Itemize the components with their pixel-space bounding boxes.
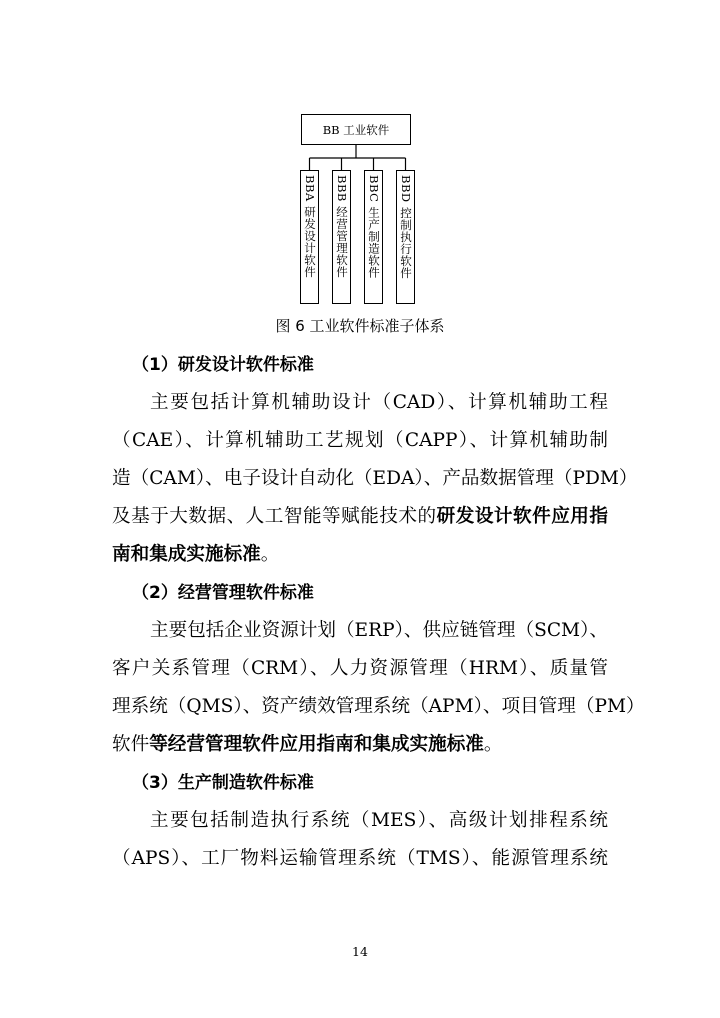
diagram-node-label: BBA 研发设计软件 [303,175,317,278]
diagram-node-label: BBC 生产制造软件 [367,175,381,279]
section-1-line-1: 主要包括计算机辅助设计（CAD）、计算机辅助工程 [150,392,608,413]
diagram-root-label: BB 工业软件 [322,122,390,137]
diagram-node-label: BBD 控制执行软件 [399,175,413,279]
diagram-node-bba [300,170,319,304]
diagram-root-node [301,114,411,145]
section-2-line-1: 主要包括企业资源计划（ERP）、供应链管理（SCM）、 [150,620,608,641]
diagram-node-bbc [364,170,383,304]
section-2-line-4 [112,731,503,759]
section-2-heading: （2）经营管理软件标准 [132,583,314,603]
section-2-line-4-text: 软件 [112,734,150,755]
section-3-line-2: （APS）、工厂物料运输管理系统（TMS）、能源管理系统 [112,848,608,869]
section-1-line-5 [112,541,279,569]
section-1-line-2: （CAE）、计算机辅助工艺规划（CAPP）、计算机辅助制 [112,430,608,451]
page-number: 14 [352,944,368,959]
subsystem-diagram [0,0,720,340]
section-3-line-1: 主要包括制造执行系统（MES）、高级计划排程系统 [150,810,608,831]
diagram-node-label: BBB 经营管理软件 [335,175,349,279]
diagram-node-bbb [332,170,351,304]
section-1-heading: （1）研发设计软件标准 [132,355,314,375]
section-2-line-2: 客户关系管理（CRM）、人力资源管理（HRM）、质量管 [112,658,608,679]
section-1-line-3: 造（CAM）、电子设计自动化（EDA）、产品数据管理（PDM） [112,468,638,489]
section-1-line-4-text: 及基于大数据、人工智能等赋能技术的 [112,506,437,527]
section-2-line-4-end: 。 [483,734,503,755]
section-1-line-4 [112,503,608,531]
section-3-heading: （3）生产制造软件标准 [132,773,314,793]
diagram-connectors [0,0,720,340]
section-1-line-5-bold: 南和集成实施标准 [112,544,261,565]
section-2-line-3: 理系统（QMS）、资产绩效管理系统（APM）、项目管理（PM） [112,696,645,717]
section-1-line-4-bold: 研发设计软件应用指 [436,506,608,527]
section-2-line-4-bold: 等经营管理软件应用指南和集成实施标准 [149,734,484,755]
diagram-node-bbd [396,170,415,304]
section-1-line-5-end: 。 [260,544,280,565]
figure-caption: 图 6 工业软件标准子体系 [275,317,445,335]
